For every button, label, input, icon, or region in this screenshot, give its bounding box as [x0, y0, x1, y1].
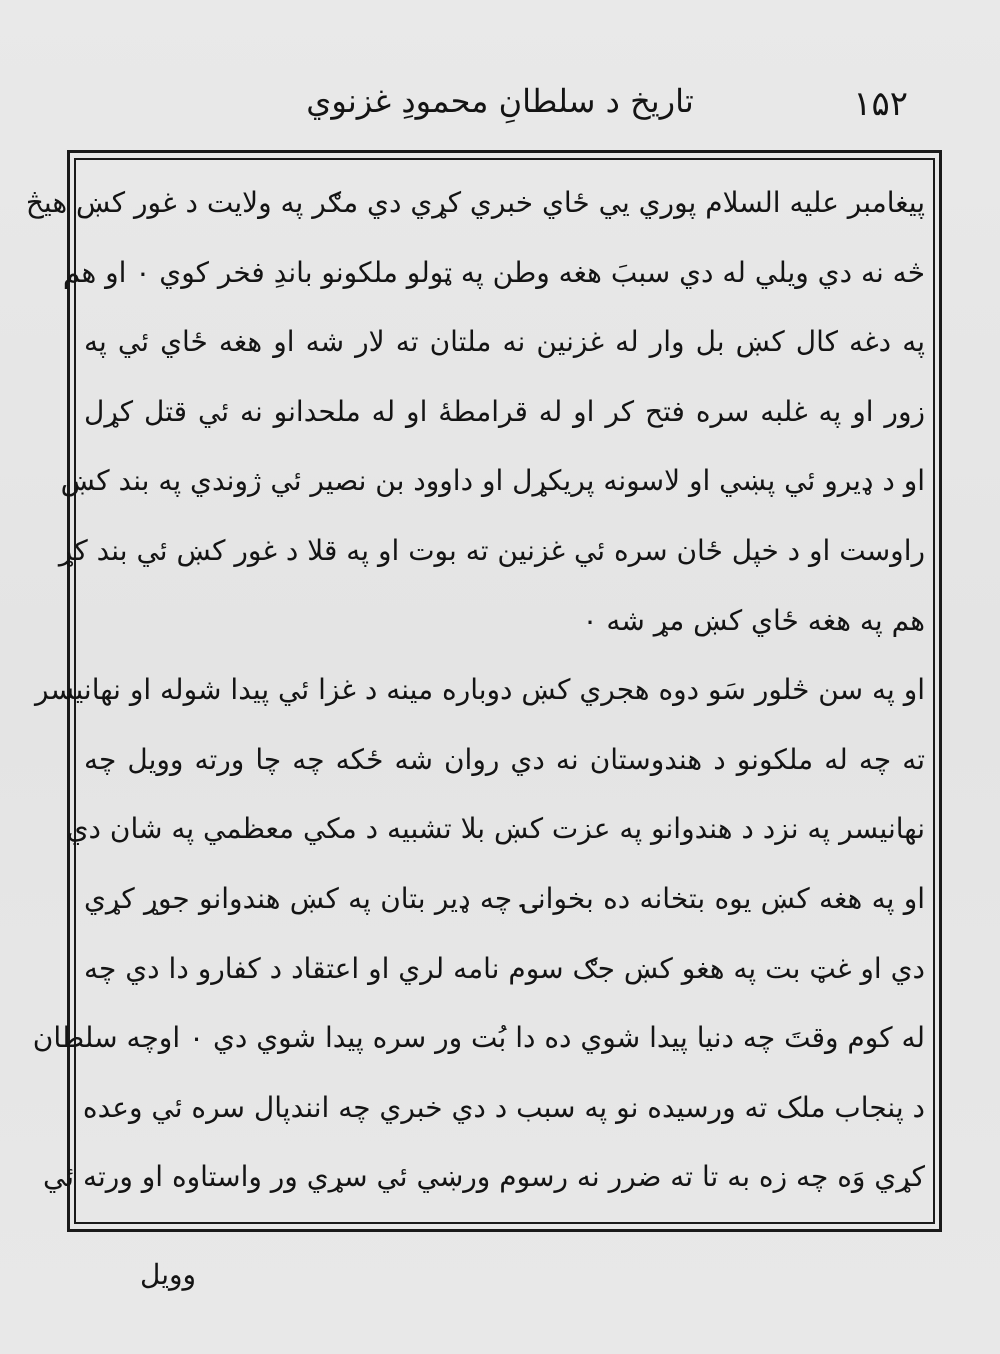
text-line: نهانيسر په نزد د هندوانو په عزت کښ بلا تشبيه د مکي معظمي په شان دي: [66, 812, 925, 846]
text-line: او په سن څلور سَو دوه هجري کښ دوباره مينه د غزا ئي پيدا شوله او نهانيسر: [35, 673, 925, 707]
page-number: ۱۵۲: [853, 84, 908, 124]
main-text-block: [25, 168, 925, 1212]
catchword: وويل: [140, 1258, 197, 1291]
text-line: پيغامبر عليه السلام پوري يي ځاي خبري کړي دي مګر په ولايت د غور کښ هيڅ: [25, 186, 925, 219]
page-header: [0, 80, 1000, 140]
running-title: تاريخ د سلطانِ محمودِ غزنوي: [306, 82, 694, 120]
text-line-paragraph-end: هم په هغه ځاي کښ مړ شه ۰: [582, 603, 925, 637]
text-line: زور او په غلبه سره فتح کر او له قرامطهٔ او له ملحدانو نه ئي قتل کړل: [84, 394, 925, 428]
text-line: له کوم وقتَ چه دنيا پيدا شوي ده دا بُت ور سره پيدا شوي دي ۰ اوچه سلطان: [32, 1021, 925, 1055]
text-line: راوست او د خپل ځان سره ئي غزنين ته بوت او په قلا د غور کښ ئي بند کړ: [58, 533, 925, 567]
text-line: دي او غټ بت په هغو کښ جګ سوم نامه لري او اعتقاد د کفارو دا دي چه: [84, 951, 925, 985]
text-line: په دغه کال کښ بل وار له غزنين نه ملتان ته لار شه او هغه ځاي ئي په: [84, 325, 925, 359]
text-line: ته چه له ملکونو د هندوستان نه دي روان شه ځکه چه چا ورته وويل چه: [84, 742, 925, 776]
text-line: د پنجاب ملک ته ورسيده نو په سبب د دي خبري چه انندپال سره ئي وعده: [82, 1090, 925, 1124]
text-line: کړي وَه چه زه به تا ته ضرر نه رسوم ورښي ئي سړي ور واستاوه او ورته ئي: [42, 1160, 925, 1194]
text-line: او په هغه کښ يوه بتخانه ده بخوانۍ چه ډير بتان په کښ هندوانو جوړ کړي: [84, 881, 925, 915]
text-line: او د ډيرو ئي پښي او لاسونه پريکړل او داوود بن نصير ئي ژوندي په بند کښ: [60, 464, 925, 498]
text-line: څه نه دي ويلي له دي سببَ هغه وطن په ټولو ملکونو باندِ فخر کوي ۰ او هم: [62, 255, 925, 289]
